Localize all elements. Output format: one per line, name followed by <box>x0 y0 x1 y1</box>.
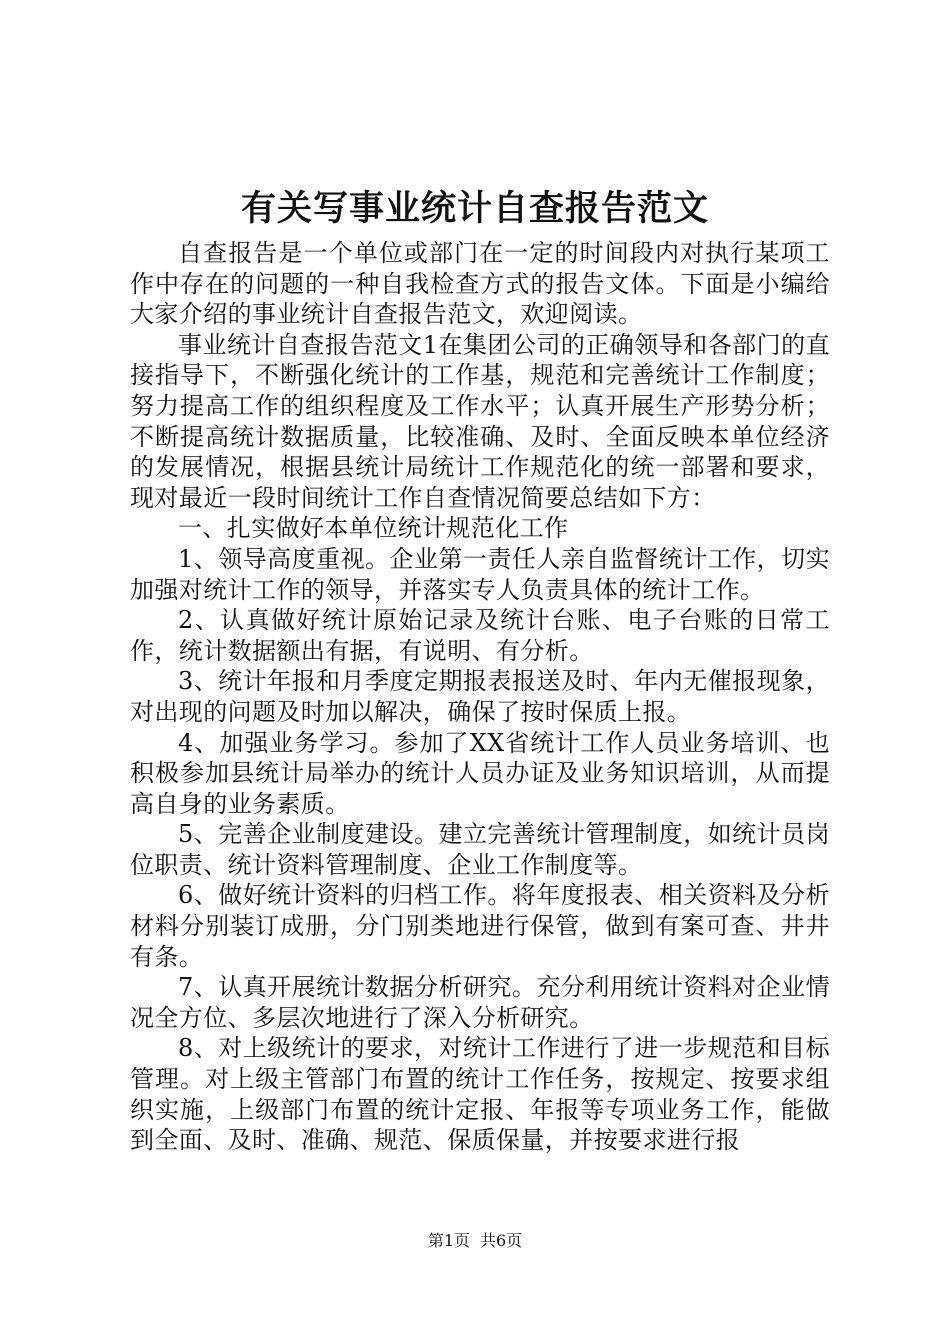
list-item-6: 6、做好统计资料的归档工作。将年度报表、相关资料及分析材料分别装订成册，分门别类地进行保管，做到有案可查、井井有条。 <box>130 881 830 971</box>
list-item-1: 1、领导高度重视。企业第一责任人亲自监督统计工作，切实加强对统计工作的领导，并落实专人负责具体的统计工作。 <box>130 544 830 604</box>
list-item-5: 5、完善企业制度建设。建立完善统计管理制度，如统计员岗位职责、统计资料管理制度、企业工作制度等。 <box>130 820 830 879</box>
list-item-8: 8、对上级统计的要求，对统计工作进行了进一步规范和目标管理。对上级主管部门布置的统计工作任务，按规定、按要求组织实施，上级部门布置的统计定报、年报等专项业务工作，能做到全面、及时、准确、规范、保质保量，并按要求进行报 <box>130 1034 830 1155</box>
page-number-total: 共6页 <box>480 1231 523 1250</box>
list-item-2: 2、认真做好统计原始记录及统计台账、电子台账的日常工作，统计数据额出有据，有说明、有分析。 <box>130 606 830 665</box>
paragraph-sample-intro: 事业统计自查报告范文1在集团公司的正确领导和各部门的直接指导下，不断强化统计的工作基，规范和完善统计工作制度；努力提高工作的组织程度及工作水平；认真开展生产形势分析；不断提高统计数据质量，比较准确、及时、全面反映本单位经济的发展情况，根据县统计局统计工作规范化的统一部署和要求，现对最近一段时间统计工作自查情况简要总结如下方： <box>130 330 830 512</box>
document-body <box>130 238 830 1156</box>
document-title: 有关写事业统计自查报告范文 <box>240 188 709 229</box>
list-item-7: 7、认真开展统计数据分析研究。充分利用统计资料对企业情况全方位、多层次地进行了深入分析研究。 <box>130 973 830 1032</box>
page-number-current: 第1页 <box>427 1231 470 1250</box>
page-footer <box>0 1230 950 1252</box>
paragraph-intro: 自查报告是一个单位或部门在一定的时间段内对执行某项工作中存在的问题的一种自我检查方式的报告文体。下面是小编给大家介绍的事业统计自查报告范文，欢迎阅读。 <box>130 239 830 329</box>
list-item-4: 4、加强业务学习。参加了XX省统计工作人员业务培训、也积极参加县统计局举办的统计人员办证及业务知识培训，从而提高自身的业务素质。 <box>130 728 830 818</box>
section-heading: 一、扎实做好本单位统计规范化工作 <box>178 514 569 543</box>
list-item-3: 3、统计年报和月季度定期报表报送及时、年内无催报现象，对出现的问题及时加以解决，确保了按时保质上报。 <box>130 667 830 726</box>
